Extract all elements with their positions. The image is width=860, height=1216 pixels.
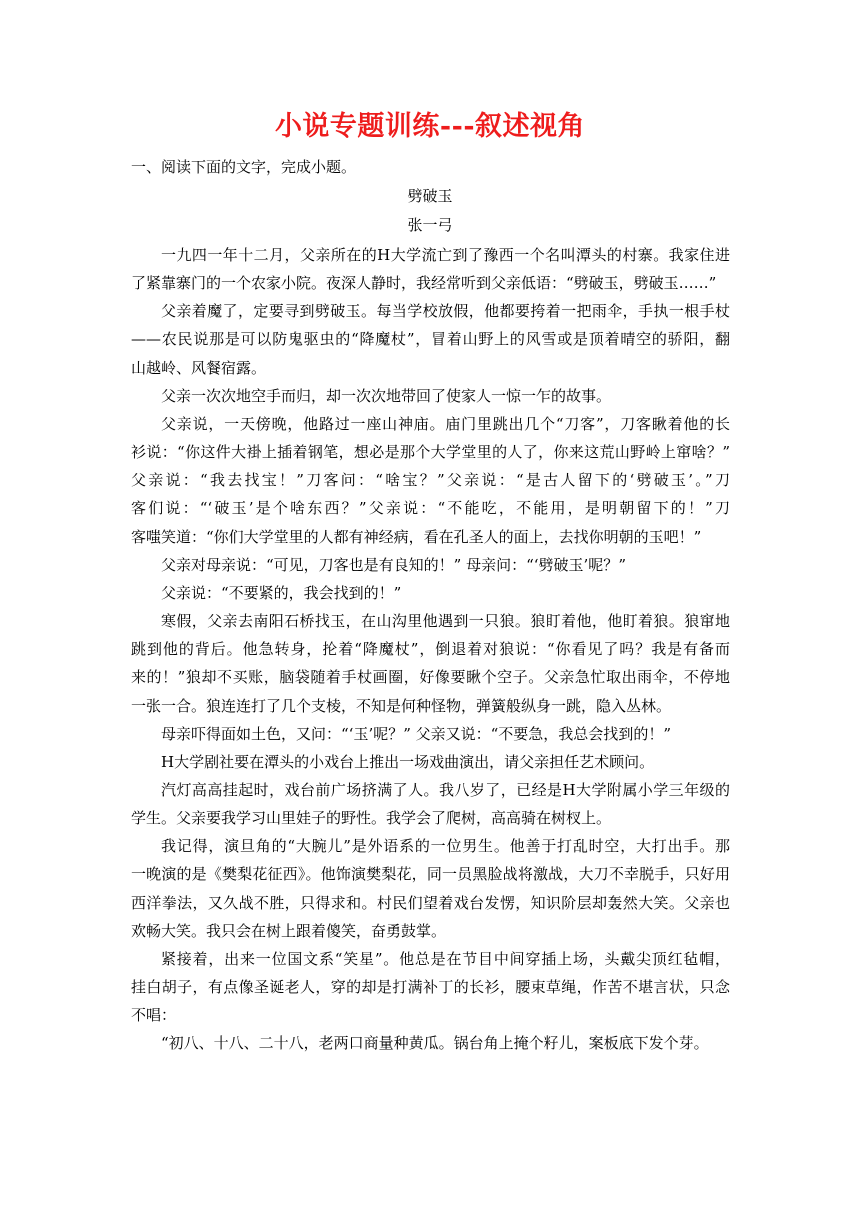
paragraph-line: 跳到他的背后。他急转身，抡着“降魔杖”，倒退着对狼说：“你看见了吗？我是有备而: [131, 640, 730, 659]
paragraph-line: 了紧靠寨门的一个农家小院。夜深人静时，我经常听到父亲低语：“劈破玉，劈破玉……”: [131, 274, 717, 293]
paragraph-line: 挂白胡子，有点像圣诞老人，穿的却是打满补丁的长衫，腰束草绳，作苦不堪言状，只念: [131, 978, 730, 997]
story-author: 张一弓: [407, 216, 453, 234]
paragraph-line: 一张一合。狼连连打了几个支棱，不知是何种怪物，弹簧般纵身一跳，隐入丛林。: [131, 696, 672, 715]
paragraph-line: H大学剧社要在潭头的小戏台上推出一场戏曲演出，请父亲担任艺术顾问。: [161, 752, 655, 771]
paragraph-line: ——农民说那是可以防鬼驱虫的“降魔杖”，冒着山野上的风雪或是顶着晴空的骄阳，翻: [131, 330, 730, 349]
paragraph-line: 父亲一次次地空手而归，却一次次地带回了使家人一惊一乍的故事。: [161, 386, 612, 405]
paragraph-line: 寒假，父亲去南阳石桥找玉，在山沟里他遇到一只狼。狼盯着他，他盯着狼。狼窜地: [161, 612, 730, 631]
paragraph-line: 父亲对母亲说：“可见，刀客也是有良知的！” 母亲问：“‘劈破玉’呢？”: [161, 555, 626, 574]
story-paragraph: [131, 297, 730, 381]
story-paragraph: [131, 551, 730, 579]
paragraph-line: 学生。父亲要我学习山里娃子的野性。我学会了爬树，高高骑在树杈上。: [131, 809, 612, 828]
story-paragraph: [131, 945, 730, 1029]
paragraph-line: 紧接着，出来一位国文系“笑星”。他总是在节目中间穿插上场，头戴尖顶红毡帽，: [161, 949, 730, 968]
story-paragraph: [131, 382, 730, 410]
paragraph-line: 父亲说，一天傍晚，他路过一座山神庙。庙门里跳出几个“刀客”，刀客瞅着他的长: [161, 414, 730, 433]
paragraph-line: 客嗤笑道：“你们大学堂里的人都有神经病，看在孔圣人的面上，去找你明朝的玉吧！”: [131, 527, 702, 546]
paragraph-line: 父亲着魔了，定要寻到劈破玉。每当学校放假，他都要挎着一把雨伞，手执一根手杖: [161, 302, 730, 321]
paragraph-line: 父亲说：“我去找宝！”刀客问：“啥宝？”父亲说：“是古人留下的‘劈破玉’。”刀: [131, 471, 730, 490]
document-title: 小说专题训练---叙述视角: [274, 111, 586, 142]
story-paragraph: [131, 410, 730, 551]
paragraph-line: 衫说：“你这件大褂上插着钢笔，想必是那个大学堂里的人了，你来这荒山野岭上窜啥？”: [131, 443, 730, 462]
paragraph-line: 欢畅大笑。我只会在树上跟着傻笑，奋勇鼓掌。: [131, 921, 447, 940]
paragraph-line: “初八、十八、二十八，老两口商量种黄瓜。锅台角上掩个籽儿，案板底下发个芽。: [161, 1034, 709, 1053]
story-body: [131, 241, 730, 1058]
story-title: 劈破玉: [407, 187, 453, 205]
story-paragraph: [131, 832, 730, 945]
paragraph-line: 汽灯高高挂起时，戏台前广场挤满了人。我八岁了，已经是H大学附属小学三年级的: [161, 780, 730, 799]
paragraph-line: 母亲吓得面如土色，又问：“‘玉’呢？” 父亲又说：“不要急，我总会找到的！”: [161, 724, 671, 743]
paragraph-line: 来的！”狼却不买账，脑袋随着手杖画圈，好像要瞅个空子。父亲急忙取出雨伞，不停地: [131, 668, 730, 687]
story-paragraph: [131, 1029, 730, 1057]
paragraph-line: 山越岭、风餐宿露。: [131, 358, 267, 377]
paragraph-line: 客们说：“‘破玉’是个啥东西？”父亲说：“不能吃，不能用，是明朝留下的！”刀: [131, 499, 730, 518]
paragraph-line: 一晚演的是《樊梨花征西》。他饰演樊梨花，同一员黑脸战将激战，大刀不幸脱手，只好用: [131, 865, 730, 884]
story-paragraph: [131, 607, 730, 720]
story-paragraph: [131, 776, 730, 832]
paragraph-line: 不唱：: [131, 1006, 177, 1025]
paragraph-line: 我记得，演旦角的“大腕儿”是外语系的一位男生。他善于打乱时空，大打出手。那: [161, 837, 730, 856]
story-paragraph: [131, 748, 730, 776]
paragraph-line: 一九四一年十二月，父亲所在的H大学流亡到了豫西一个名叫潭头的村寨。我家住进: [161, 246, 730, 264]
question-prompt: 一、阅读下面的文字，完成小题。: [131, 158, 357, 176]
paragraph-line: 父亲说：“不要紧的，我会找到的！”: [161, 583, 402, 602]
story-paragraph: [131, 720, 730, 748]
story-paragraph: [131, 241, 730, 297]
story-paragraph: [131, 579, 730, 607]
paragraph-line: 西洋拳法，又久战不胜，只得求和。村民们望着戏台发愣，知识阶层却轰然大笑。父亲也: [131, 893, 730, 912]
